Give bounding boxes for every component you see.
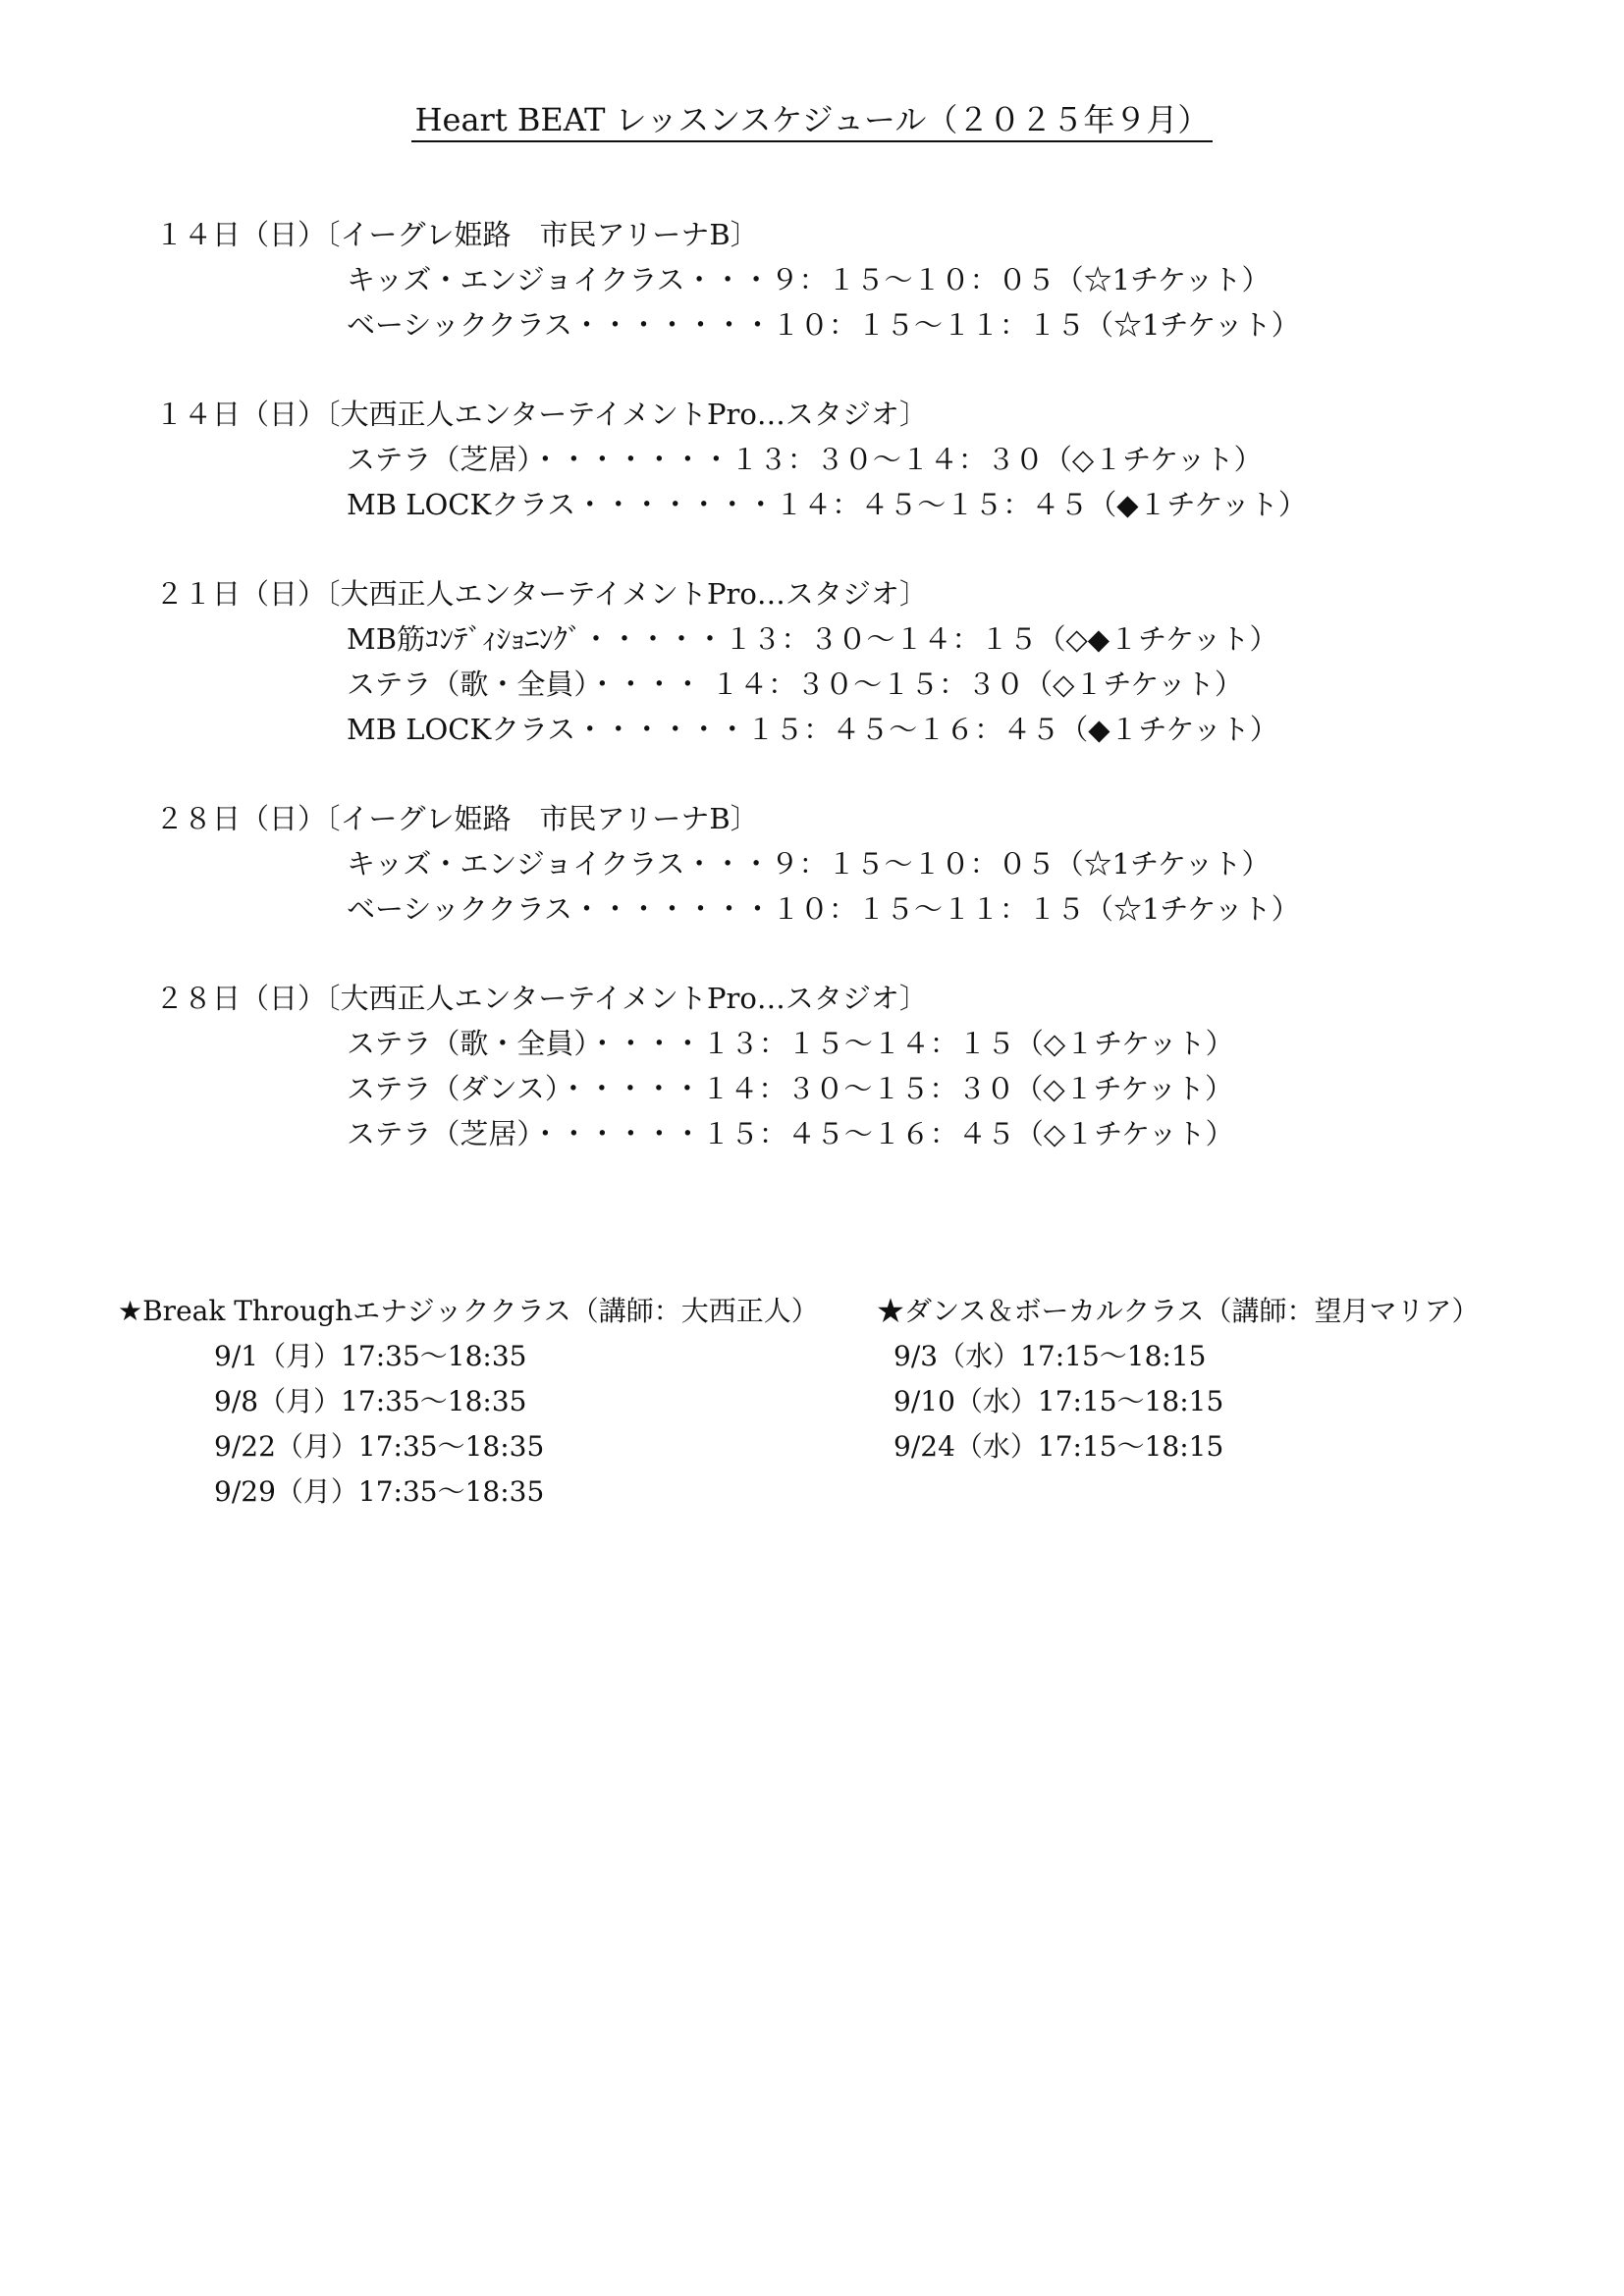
class-date: 9/24（水）17:15～18:15 [893, 1430, 1224, 1463]
page-title [0, 98, 1624, 141]
class-date: 9/22（月）17:35～18:35 [214, 1430, 545, 1463]
class-line: MB LOCKクラス・・・・・・・１４：４５～１５：４５（◆１チケット） [347, 488, 1307, 521]
break-through-heading: ★Break Throughエナジッククラス（講師：大西正人） [118, 1295, 819, 1327]
class-line: キッズ・エンジョイクラス・・・９：１５～１０：０５（☆1チケット） [347, 847, 1271, 881]
session-block-2 [155, 392, 1530, 527]
dance-vocal-heading: ★ダンス＆ボーカルクラス（講師：望月マリア） [877, 1295, 1480, 1327]
title-text: Heart BEAT レッスンスケジュール（２０２５年９月） [411, 101, 1214, 142]
class-line: キッズ・エンジョイクラス・・・９：１５～１０：０５（☆1チケット） [347, 263, 1271, 296]
session-venue: ２８日（日）〔イーグレ姫路 市民アリーナB〕 [155, 802, 759, 835]
session-block-5 [155, 976, 1530, 1156]
class-line: ベーシッククラス・・・・・・・１０：１５～１１：１５（☆1チケット） [347, 892, 1300, 926]
session-venue: １４日（日）〔イーグレ姫路 市民アリーナB〕 [155, 218, 759, 251]
class-line: ステラ（ダンス）・・・・・１４：３０～１５：３０（◇１チケット） [347, 1072, 1234, 1105]
session-block-3 [155, 571, 1530, 752]
class-date: 9/3（水）17:15～18:15 [893, 1340, 1207, 1372]
class-date: 9/29（月）17:35～18:35 [214, 1475, 545, 1508]
session-venue: ２８日（日）〔大西正人エンターテイメントPro…スタジオ〕 [155, 982, 928, 1015]
class-line: MB筋ｺﾝﾃﾞｨｼｮﾆﾝｸﾞ・・・・・１３：３０～１４：１５（◇◆１チケット） [347, 622, 1278, 656]
break-through-column [118, 1289, 884, 1515]
session-block-4 [155, 796, 1530, 932]
class-line: ステラ（芝居）・・・・・・１５：４５～１６：４５（◇１チケット） [347, 1117, 1234, 1150]
break-through-dates [118, 1334, 884, 1515]
class-line: ステラ（芝居）・・・・・・・１３：３０～１４：３０（◇１チケット） [347, 443, 1263, 476]
dance-vocal-dates [877, 1334, 1564, 1469]
session-venue: ２１日（日）〔大西正人エンターテイメントPro…スタジオ〕 [155, 577, 928, 611]
session-block-1 [155, 212, 1530, 347]
class-line: ステラ（歌・全員）・・・・１３：１５～１４：１５（◇１チケット） [347, 1027, 1234, 1060]
dance-vocal-column [877, 1289, 1564, 1469]
class-line: ステラ（歌・全員）・・・・ １４：３０～１５：３０（◇１チケット） [347, 667, 1243, 701]
class-date: 9/10（水）17:15～18:15 [893, 1385, 1224, 1417]
class-line: ベーシッククラス・・・・・・・１０：１５～１１：１５（☆1チケット） [347, 308, 1300, 342]
session-venue: １４日（日）〔大西正人エンターテイメントPro…スタジオ〕 [155, 398, 928, 431]
class-date: 9/8（月）17:35～18:35 [214, 1385, 527, 1417]
class-line: MB LOCKクラス・・・・・・１５：４５～１６：４５（◆１チケット） [347, 713, 1278, 746]
class-date: 9/1（月）17:35～18:35 [214, 1340, 527, 1372]
